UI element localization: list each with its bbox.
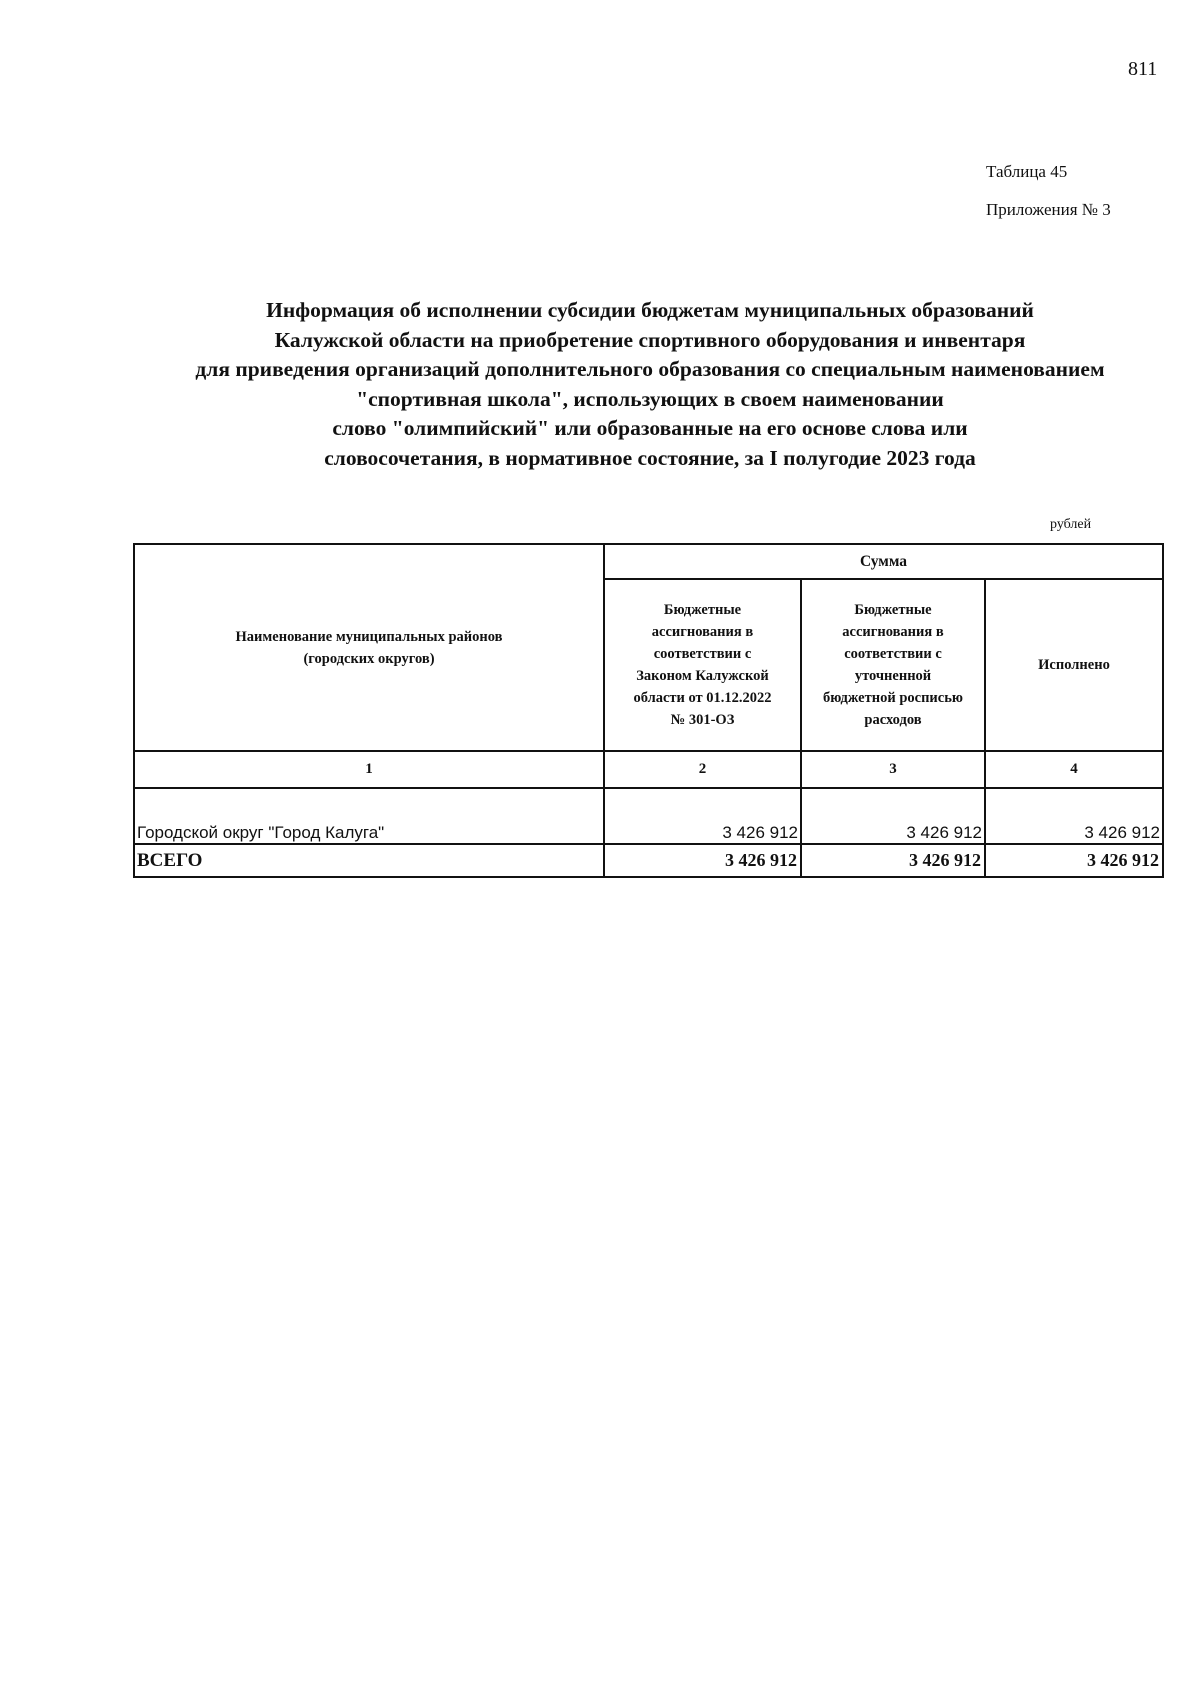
header-executed: Исполнено — [985, 579, 1163, 751]
column-number: 1 — [134, 751, 604, 788]
total-law-allocation: 3 426 912 — [604, 844, 801, 877]
title-line: для приведения организаций дополнительного образования со специальным наименованием — [195, 357, 1105, 381]
header-line: расходов — [864, 712, 922, 728]
municipality-name: Городской округ "Город Калуга" — [134, 788, 604, 844]
law-allocation-value: 3 426 912 — [604, 788, 801, 844]
header-municipality — [134, 544, 604, 751]
total-row — [134, 844, 1163, 877]
refined-allocation-value: 3 426 912 — [801, 788, 985, 844]
title-line: словосочетания, в нормативное состояние, за I полугодие 2023 года — [324, 445, 976, 470]
units-label: рублей — [1050, 517, 1092, 532]
column-number: 3 — [801, 751, 985, 788]
title-line: слово "олимпийский" или образованные на его основе слова или — [332, 416, 968, 440]
header-line: (городских округов) — [303, 650, 435, 667]
header-line: Бюджетные — [663, 602, 742, 618]
header-law-allocations — [604, 579, 801, 751]
table-reference: Таблица 45 — [986, 162, 1068, 181]
page-number: 811 — [1128, 58, 1158, 80]
header-line: соответствии с — [844, 646, 942, 662]
header-line: № 301-ОЗ — [670, 712, 735, 728]
column-number: 4 — [985, 751, 1163, 788]
header-line: уточненной — [854, 668, 932, 684]
appendix-reference: Приложения № 3 — [986, 200, 1111, 219]
header-line: области от 01.12.2022 — [633, 690, 772, 706]
header-line: ассигнования в — [842, 624, 944, 640]
total-executed: 3 426 912 — [985, 844, 1163, 877]
header-refined-allocations — [801, 579, 985, 751]
title-line: Калужской области на приобретение спортивного оборудования и инвентаря — [274, 327, 1026, 352]
title-line: Информация об исполнении субсидии бюджетам муниципальных образований — [266, 298, 1034, 322]
header-row — [134, 544, 1163, 579]
column-number-row — [134, 751, 1163, 788]
document-title — [100, 296, 1200, 473]
header-line: бюджетной росписью — [823, 690, 963, 706]
header-sum: Сумма — [604, 544, 1163, 579]
table-row — [134, 788, 1163, 844]
total-label: ВСЕГО — [134, 844, 604, 877]
header-line: ассигнования в — [651, 624, 754, 640]
executed-value: 3 426 912 — [985, 788, 1163, 844]
header-line: Законом Калужской — [636, 668, 769, 684]
column-number: 2 — [604, 751, 801, 788]
title-line: "спортивная школа", использующих в своем наименовании — [356, 386, 944, 411]
header-line: Наименование муниципальных районов — [235, 628, 503, 645]
subsidy-table — [133, 543, 1164, 878]
header-line: соответствии с — [653, 646, 752, 662]
header-line: Бюджетные — [854, 602, 932, 618]
total-refined-allocation: 3 426 912 — [801, 844, 985, 877]
